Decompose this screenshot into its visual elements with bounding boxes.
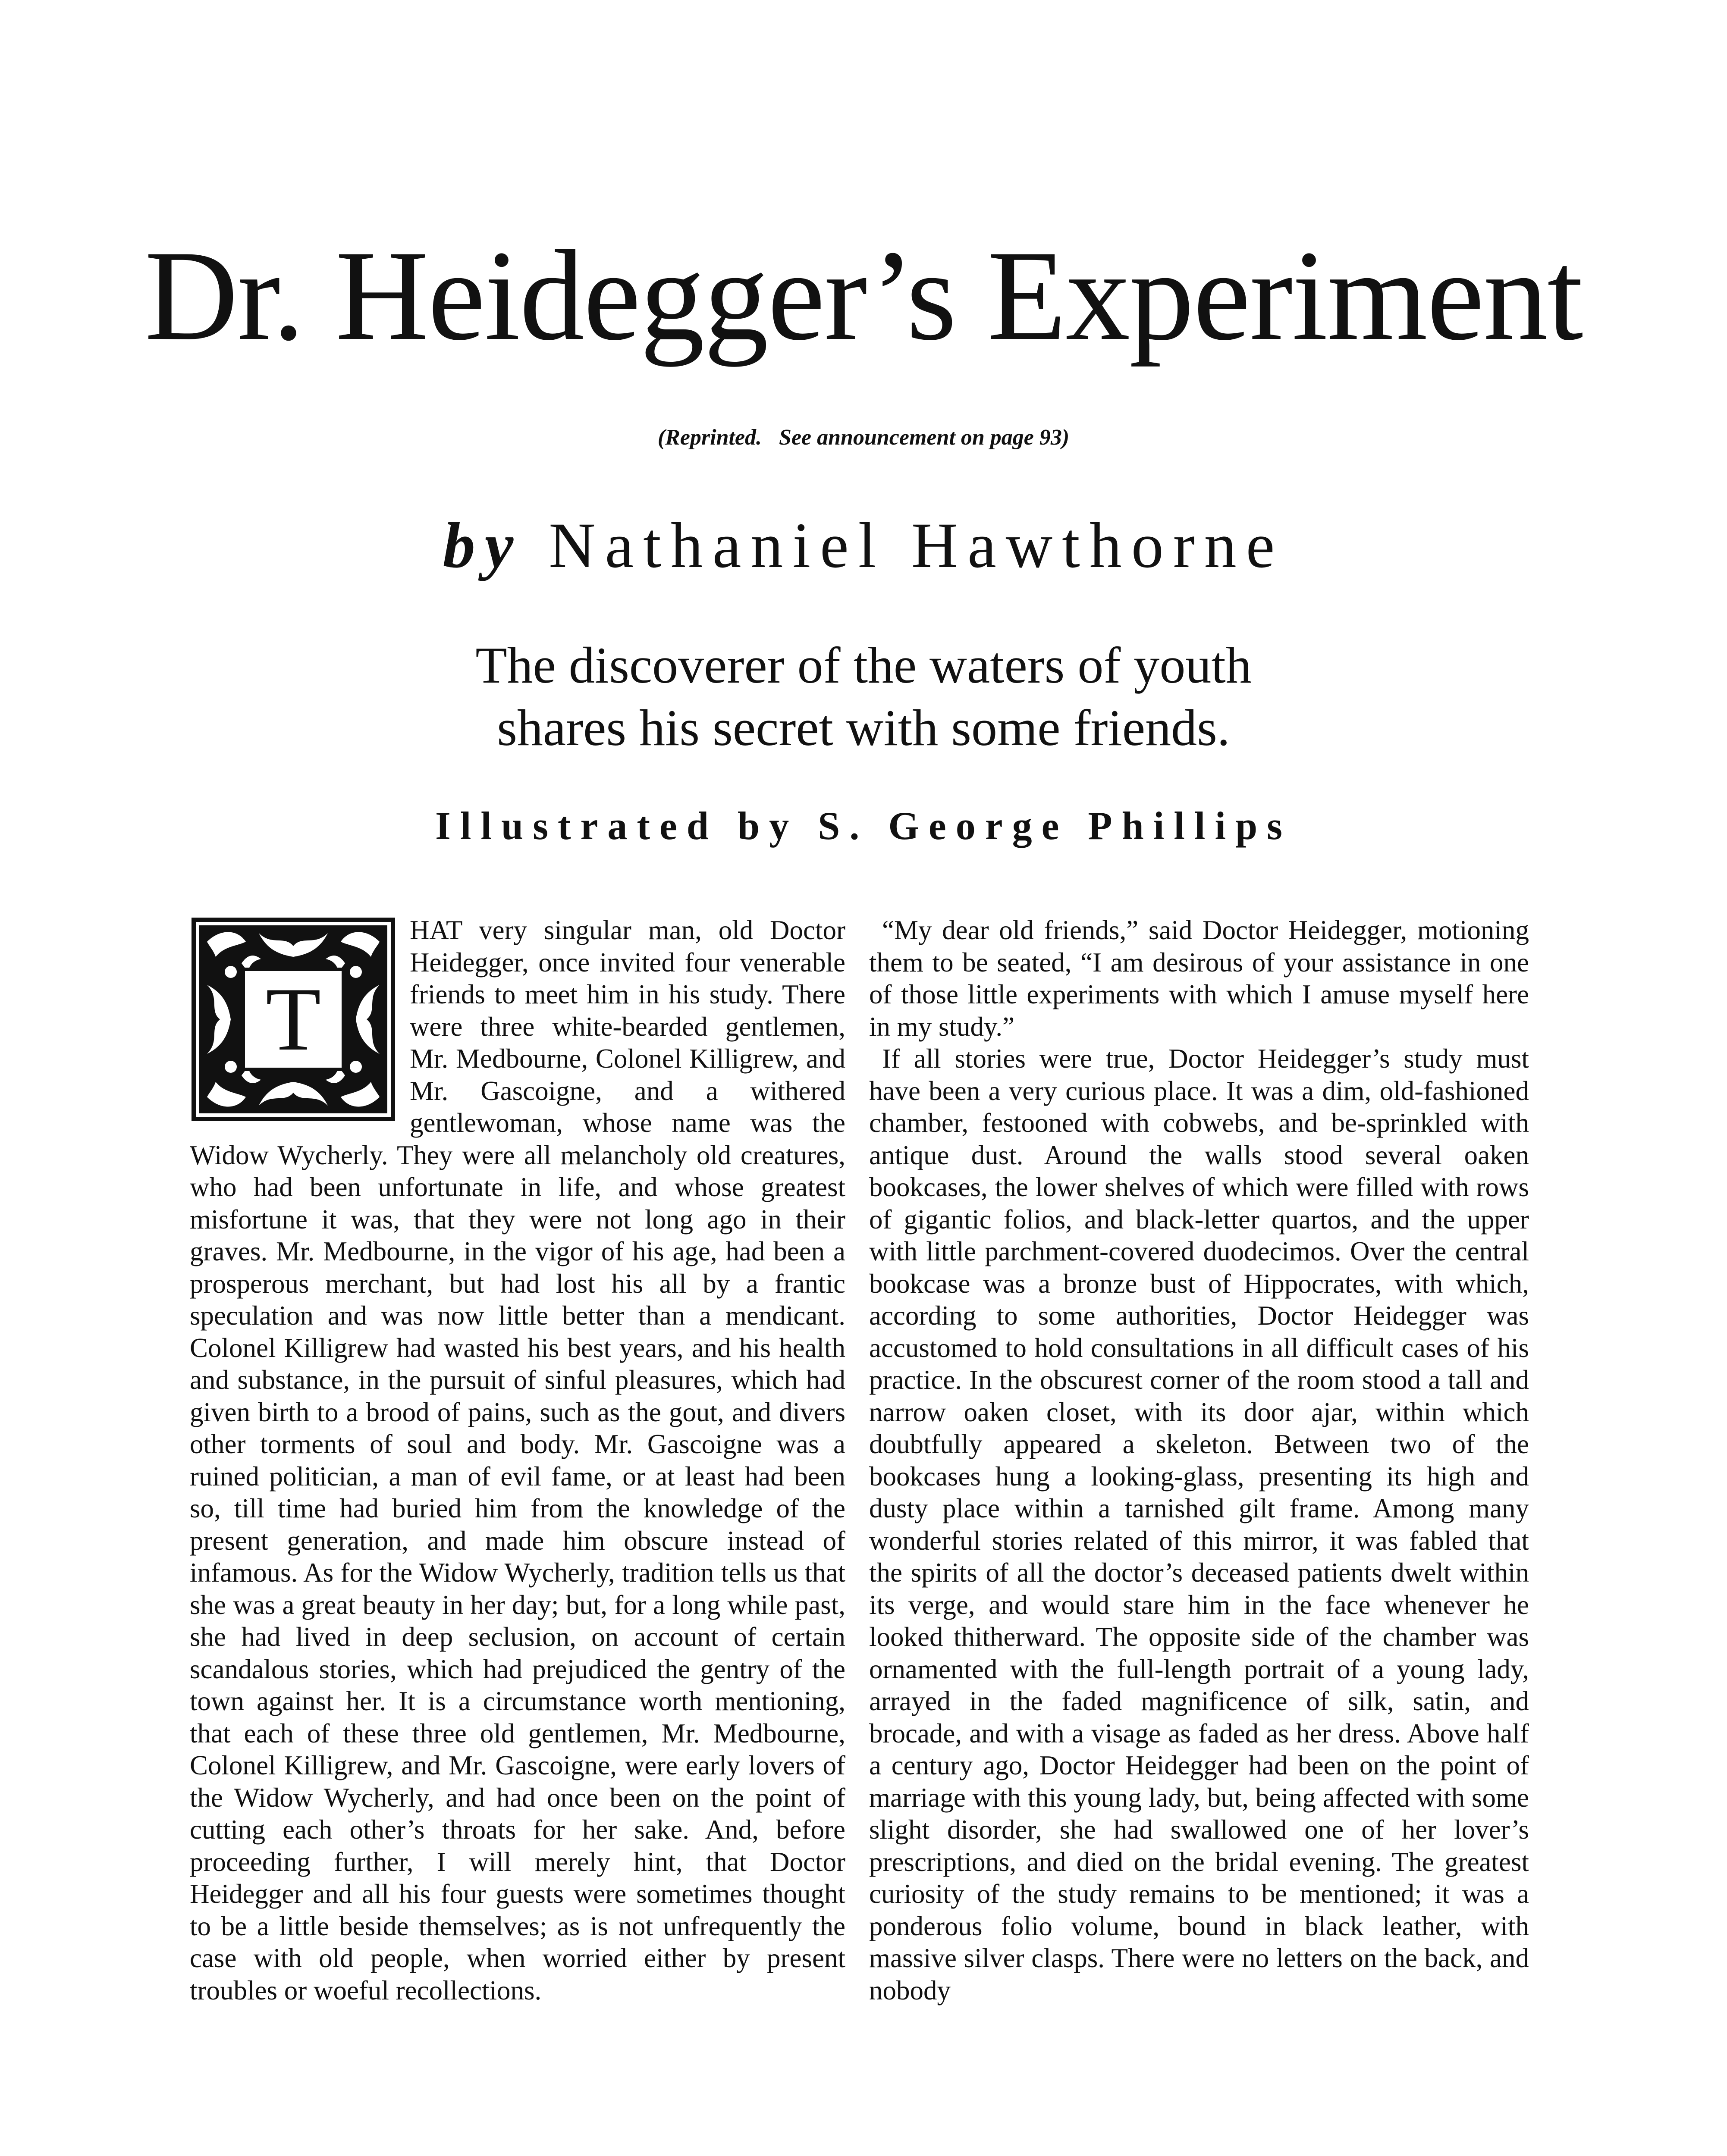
right-column-paragraph-2: If all stories were true, Doctor Heidegger’s study must have been a very curious place. It was a dim, old-fashioned chamber, festooned with cobwebs, and be-sprinkled with antique dust. Around the walls stood several oaken bookcases, the lower shelves of which were filled with rows of gigantic folios, and black-letter quartos, and the upper with little parchment-covered duodecimos. Over the central bookcase was a bronze bust of Hippocrates, with which, according to some authorities, Doctor Heidegger was accustomed to hold consultations in all difficult cases of his practice. In the obscurest corner of the room stood a tall and narrow oaken closet, with its door ajar, within which doubtfully appeared a skeleton. Between two of the bookcases hung a looking-glass, presenting its high and dusty place within a tarnished gilt frame. Among many wonderful stories related of this mirror, it was fabled that the spirits of all the doctor’s deceased patients dwelt within its verge, and would stare him in the face whenever he looked thitherward. The opposite side of the chamber was ornamented with the full-length portrait of a young lady, arrayed in the faded magnificence of silk, satin, and brocade, and with a visage as faded as her dress. Above half a century ago, Doctor Heidegger had been on the point of marriage with this young lady, but, being affected with some slight disorder, she had swallowed one of her lover’s prescriptions, and died on the bridal evening. The greatest curiosity of the study remains to be mentioned; it was a ponderous folio volume, bound in black leather, with massive silver clasps. There were no letters on the back, and nobody <box>869 1044 1529 2006</box>
illustrator-credit: Illustrated by S. George Phillips <box>435 804 1292 848</box>
story-deck <box>0 634 1727 759</box>
deck-line-2: shares his secret with some friends. <box>497 699 1230 756</box>
reprint-note-part1: (Reprinted. <box>657 425 762 450</box>
byline <box>0 507 1727 584</box>
author-name: Nathaniel Hawthorne <box>549 510 1284 581</box>
story-title: Dr. Heidegger’s Experiment <box>144 224 1583 367</box>
byline-by: by <box>443 510 523 581</box>
left-column-paragraph: HAT very singular man, old Doctor Heidegger, once invited four venerable friends to meet him in his study. There were three white-bearded gentlemen, Mr. Medbourne, Colonel Killigrew, and Mr. Gascoigne, and a withered gentlewoman, whose name was the Widow Wycherly. They were all melancholy old creatures, who had been unfortunate in life, and whose greatest misfortune it was, that they were not long ago in their graves. Mr. Medbourne, in the vigor of his age, had been a prosperous merchant, but had lost his all by a frantic speculation and was now little better than a mendicant. Colonel Killigrew had wasted his best years, and his health and substance, in the pursuit of sinful pleasures, which had given birth to a brood of pains, such as the gout, and divers other torments of soul and body. Mr. Gascoigne was a ruined politician, a man of evil fame, or at least had been so, till time had buried him from the knowledge of the present generation, and made him obscure instead of infamous. As for the Widow Wycherly, tradition tells us that she was a great beauty in her day; but, for a long while past, she had lived in deep seclusion, on account of certain scandalous stories, which had prejudiced the gentry of the town against her. It is a circumstance worth mentioning, that each of these three old gentlemen, Mr. Medbourne, Colonel Killigrew, and Mr. Gascoigne, were early lovers of the Widow Wycherly, and had once been on the point of cutting each other’s throats for her sake. And, before proceeding further, I will merely hint, that Doctor Heidegger and all his four guests were sometimes thought to be a little beside themselves; as is not unfrequently the case with old people, when worried either by present troubles or woeful recollections. <box>190 915 845 2006</box>
reprint-note-part2: See announcement on page 93) <box>779 425 1070 450</box>
deck-line-1: The discoverer of the waters of youth <box>475 636 1252 694</box>
ornamental-dropcap <box>190 916 397 1123</box>
dropcap-letter: T <box>265 969 321 1069</box>
right-column-paragraph-1: “My dear old friends,” said Doctor Heidegger, motioning them to be seated, “I am desirous of your assistance in one of those little experiments with which I amuse myself here in my study.” <box>869 915 1529 1042</box>
right-column <box>869 914 1529 2006</box>
reprint-note <box>0 425 1727 450</box>
left-column <box>190 914 845 2006</box>
